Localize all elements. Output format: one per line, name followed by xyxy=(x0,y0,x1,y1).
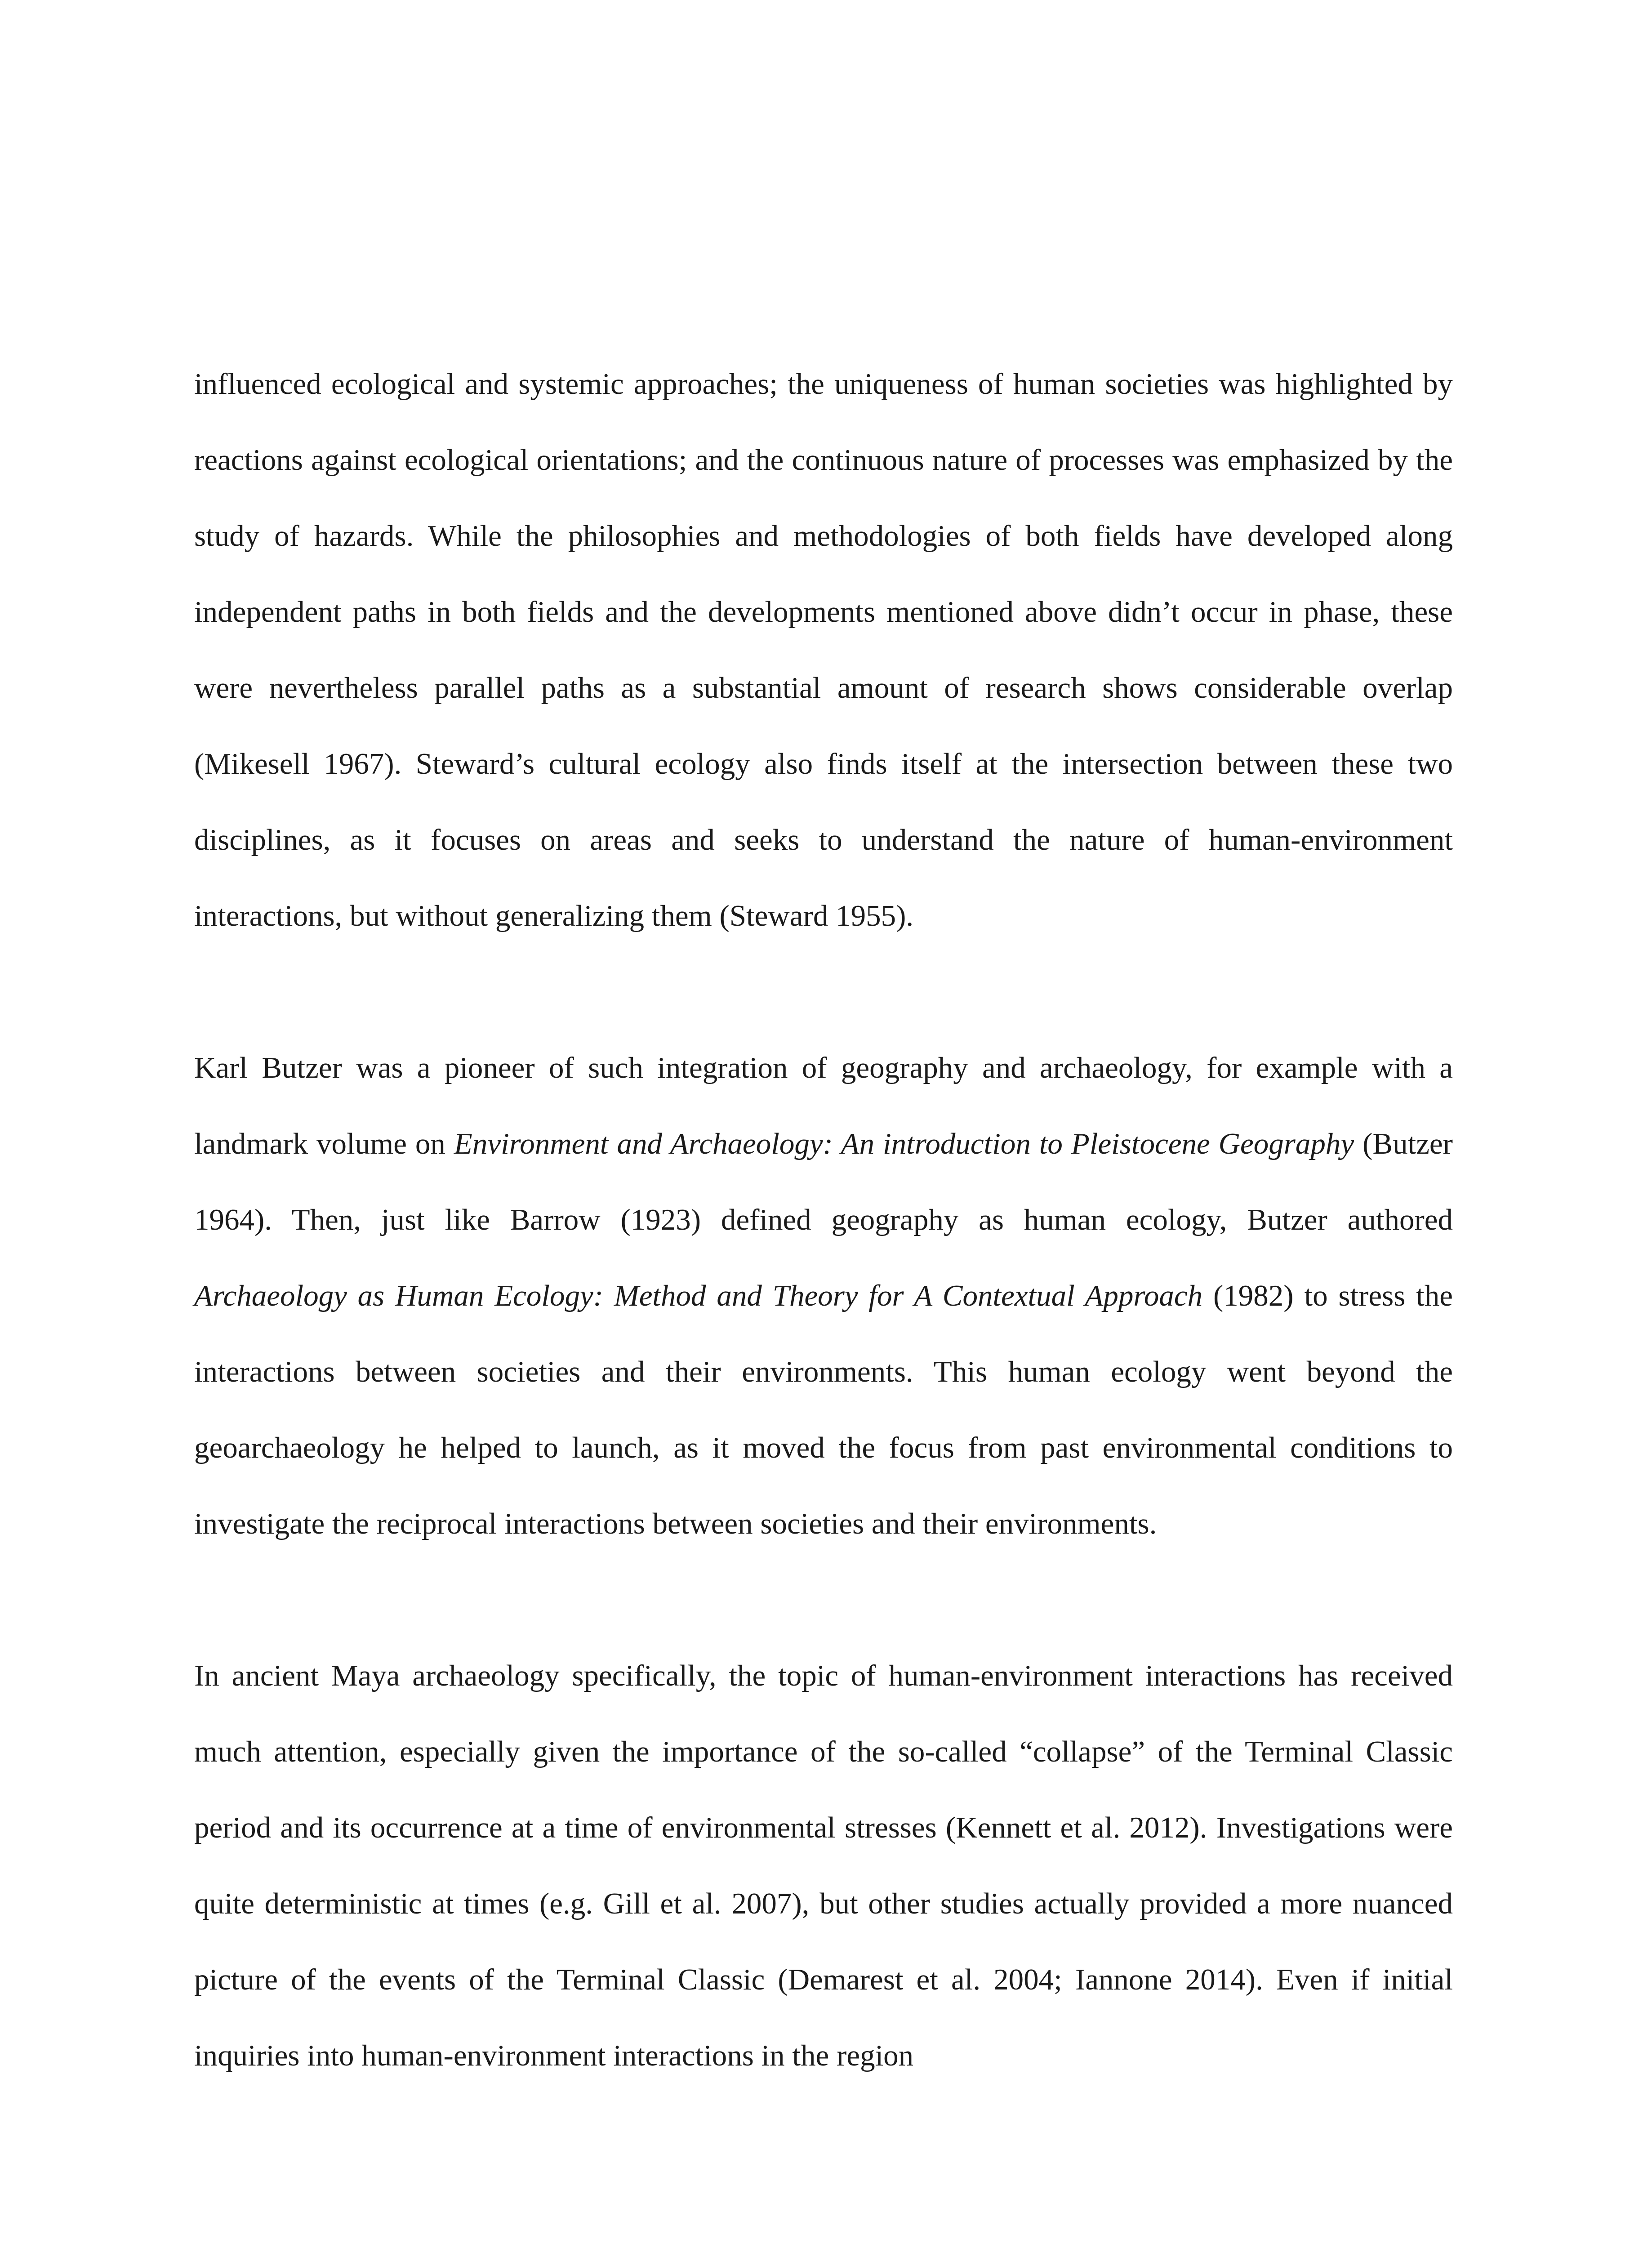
paragraph-2 xyxy=(194,1030,1453,1562)
book-title-archaeology-as-human-ecology: Archaeology as Human Ecology: Method and Theory for A Contextual Approach xyxy=(194,1279,1203,1312)
paragraph-2-text-b: (Butzer 1964). Then, just like Barrow (1923) defined geography as human ecology, Butzer authored xyxy=(194,1127,1453,1236)
book-title-environment-and-archaeology: Environment and Archaeology: An introduction to Pleistocene Geography xyxy=(454,1127,1354,1160)
paragraph-2-text-a: Karl Butzer was a pioneer of such integration of geography and archaeology, for example with a landmark volume on xyxy=(194,1051,1453,1160)
paragraph-2-text-c: (1982) to stress the interactions between societies and their environments. This human ecology went beyond the geoarchaeology he helped to launch, as it moved the focus from past environmental conditions to investigate the reciprocal interactions between societies and their environments. xyxy=(194,1279,1453,1540)
body-text xyxy=(194,346,1453,2094)
paragraph-3-text: In ancient Maya archaeology specifically, the topic of human-environment interactions has received much attention, especially given the importance of the so-called “collapse” of the Terminal Classic period and its occurrence at a time of environmental stresses (Kennett et al. 2012). Investigations were quite deterministic at times (e.g. Gill et al. 2007), but other studies actually provided a more nuanced picture of the events of the Terminal Classic (Demarest et al. 2004; Iannone 2014). Even if initial inquiries into human-environment interactions in the region xyxy=(194,1659,1453,2072)
paragraph-1 xyxy=(194,346,1453,954)
paragraph-1-text: influenced ecological and systemic approaches; the uniqueness of human societies was highlighted by reactions against ecological orientations; and the continuous nature of processes was emphasized by the study of hazards. While the philosophies and methodologies of both fields have developed along independent paths in both fields and the developments mentioned above didn’t occur in phase, these were nevertheless parallel paths as a substantial amount of research shows considerable overlap (Mikesell 1967). Steward’s cultural ecology also finds itself at the intersection between these two disciplines, as it focuses on areas and seeks to understand the nature of human-environment interactions, but without generalizing them (Steward 1955). xyxy=(194,367,1453,932)
paragraph-3 xyxy=(194,1638,1453,2094)
